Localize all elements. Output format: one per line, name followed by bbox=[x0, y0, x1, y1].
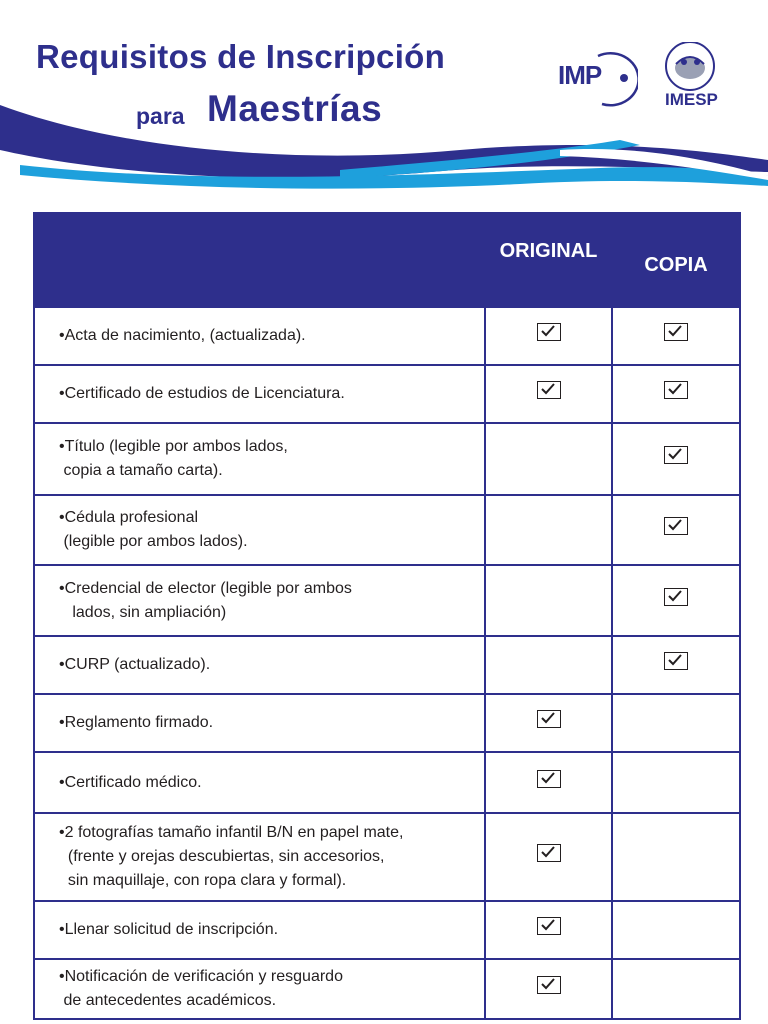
table-row bbox=[34, 636, 740, 694]
requirement-line: •Acta de nacimiento, (actualizada). bbox=[59, 327, 306, 344]
cell-original bbox=[485, 365, 612, 423]
requirement-label bbox=[34, 495, 485, 565]
column-header-item bbox=[34, 213, 485, 307]
requirement-label bbox=[34, 565, 485, 636]
cell-original bbox=[485, 307, 612, 365]
requirement-line: de antecedentes académicos. bbox=[59, 992, 277, 1009]
cell-original bbox=[485, 423, 612, 495]
table-row bbox=[34, 307, 740, 365]
checkbox-checked-icon bbox=[664, 381, 688, 399]
page-subtitle-prefix: para bbox=[136, 103, 185, 129]
requirement-label bbox=[34, 959, 485, 1019]
cell-original bbox=[485, 495, 612, 565]
requirement-line: •CURP (actualizado). bbox=[59, 656, 211, 673]
checkbox-checked-icon bbox=[664, 446, 688, 464]
requirement-line: copia a tamaño carta). bbox=[59, 462, 223, 479]
table-row bbox=[34, 813, 740, 901]
imesp-seal-icon bbox=[656, 42, 736, 92]
checkbox-checked-icon bbox=[537, 917, 561, 935]
table-row bbox=[34, 423, 740, 495]
table-row bbox=[34, 495, 740, 565]
requirement-line: •Certificado médico. bbox=[59, 773, 202, 791]
imp-logo-text: IMP bbox=[558, 60, 602, 90]
cell-original bbox=[485, 959, 612, 1019]
column-header-copia: COPIA bbox=[612, 213, 740, 307]
checkbox-checked-icon bbox=[537, 710, 561, 728]
requirement-label bbox=[34, 694, 485, 752]
checkbox-checked-icon bbox=[537, 844, 561, 862]
checkbox-checked-icon bbox=[537, 381, 561, 399]
requirement-line: •Reglamento firmado. bbox=[59, 714, 214, 731]
cell-copia bbox=[612, 813, 740, 901]
page-title: Requisitos de Inscripción bbox=[36, 38, 446, 75]
requirement-line: •Llenar solicitud de inscripción. bbox=[59, 921, 279, 938]
requirement-line: (legible por ambos lados). bbox=[59, 533, 248, 550]
requirement-label bbox=[34, 752, 485, 813]
checkbox-checked-icon bbox=[664, 588, 688, 606]
table-row bbox=[34, 365, 740, 423]
cell-original bbox=[485, 565, 612, 636]
cell-copia bbox=[612, 901, 740, 959]
column-header-original: ORIGINAL bbox=[485, 213, 612, 307]
table-header-row bbox=[34, 213, 740, 307]
requirement-line: •Notificación de verificación y resguardo bbox=[59, 968, 343, 985]
table-row bbox=[34, 752, 740, 813]
requirement-line: lados, sin ampliación) bbox=[59, 603, 227, 621]
requirement-line: •Cédula profesional bbox=[59, 509, 199, 526]
requirement-label bbox=[34, 813, 485, 901]
requirement-label bbox=[34, 901, 485, 959]
table-row bbox=[34, 565, 740, 636]
page-subtitle: Maestrías bbox=[207, 88, 383, 129]
requirement-line: •Certificado de estudios de Licenciatura. bbox=[59, 385, 345, 402]
imp-logo-arc-icon bbox=[558, 48, 638, 108]
checkbox-checked-icon bbox=[537, 770, 561, 788]
checkbox-checked-icon bbox=[664, 517, 688, 535]
header-swoosh bbox=[0, 0, 768, 200]
imesp-logo-text: IMESP bbox=[665, 90, 718, 109]
cell-copia bbox=[612, 307, 740, 365]
cell-copia bbox=[612, 636, 740, 694]
checkbox-checked-icon bbox=[537, 976, 561, 994]
requirement-line: •Credencial de elector (legible por ambos bbox=[59, 579, 352, 597]
cell-original bbox=[485, 694, 612, 752]
requirement-label bbox=[34, 307, 485, 365]
checkbox-checked-icon bbox=[664, 323, 688, 341]
requirement-line: (frente y orejas descubiertas, sin accesorios, bbox=[59, 848, 385, 865]
cell-copia bbox=[612, 423, 740, 495]
requirement-line: •2 fotografías tamaño infantil B/N en papel mate, bbox=[59, 824, 404, 841]
cell-copia bbox=[612, 694, 740, 752]
cell-copia bbox=[612, 565, 740, 636]
requirement-line: •Título (legible por ambos lados, bbox=[59, 438, 288, 455]
requirement-label bbox=[34, 365, 485, 423]
imesp-logo bbox=[656, 42, 736, 112]
requirements-table bbox=[33, 212, 741, 1020]
cell-copia bbox=[612, 495, 740, 565]
cell-original bbox=[485, 636, 612, 694]
requirement-line: sin maquillaje, con ropa clara y formal). bbox=[59, 872, 347, 889]
requirement-label bbox=[34, 423, 485, 495]
cell-original bbox=[485, 752, 612, 813]
checkbox-checked-icon bbox=[664, 652, 688, 670]
table-row bbox=[34, 694, 740, 752]
cell-original bbox=[485, 901, 612, 959]
checkbox-checked-icon bbox=[537, 323, 561, 341]
imp-logo bbox=[558, 48, 638, 108]
cell-copia bbox=[612, 365, 740, 423]
cell-original bbox=[485, 813, 612, 901]
cell-copia bbox=[612, 959, 740, 1019]
table-row bbox=[34, 959, 740, 1019]
cell-copia bbox=[612, 752, 740, 813]
requirement-label bbox=[34, 636, 485, 694]
table-row bbox=[34, 901, 740, 959]
